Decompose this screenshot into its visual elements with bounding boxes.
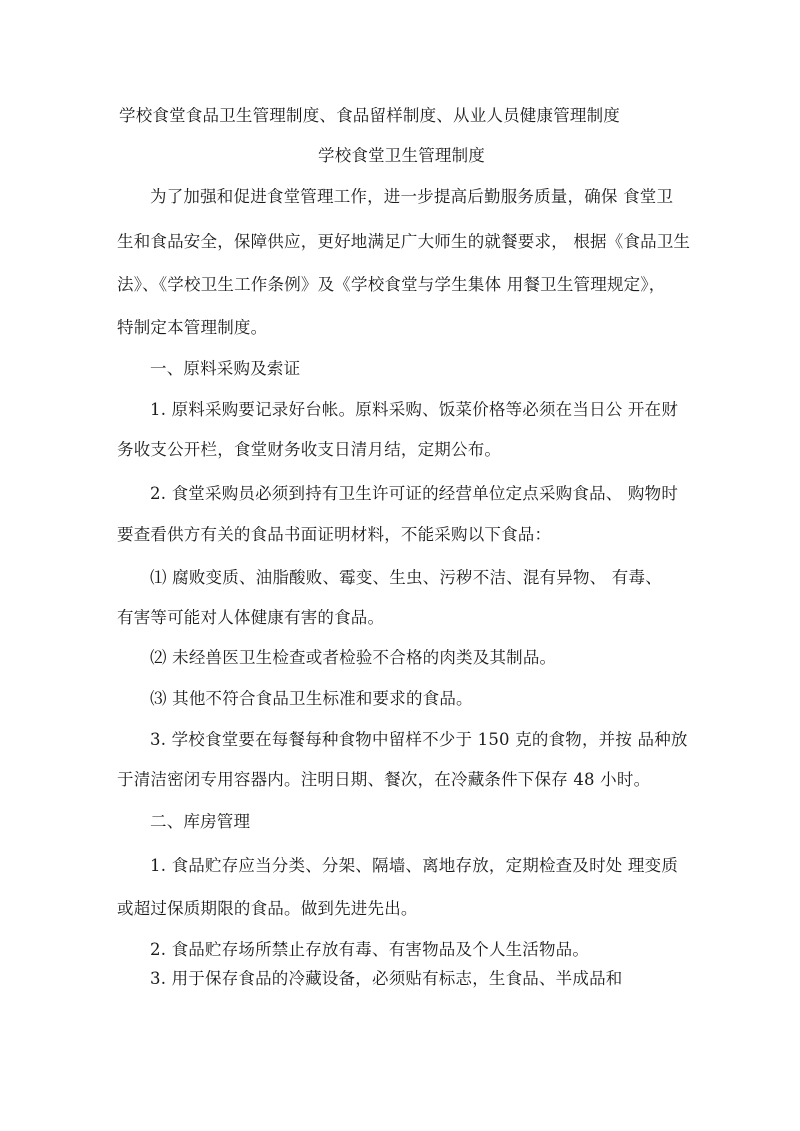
intro-line: 特制定本管理制度。 (117, 318, 268, 337)
paragraph-line: 要查看供方有关的食品书面证明材料，不能采购以下食品： (117, 525, 552, 544)
sub-item-line: ⑵ 未经兽医卫生检查或者检验不合格的肉类及其制品。 (150, 648, 557, 667)
section-heading: 二、库房管理 (150, 812, 251, 831)
paragraph-line: 1. 原料采购要记录好台帐。原料采购、饭菜价格等必须在当日公 开在财 (150, 400, 679, 419)
intro-line: 生和食品安全，保障供应，更好地满足广大师生的就餐要求， 根据《食品卫生 (117, 232, 691, 251)
intro-line: 法》、《学校卫生工作条例》及《学校食堂与学生集体 用餐卫生管理规定》， (117, 275, 666, 294)
paragraph-line: 2. 食品贮存场所禁止存放有毒、有害物品及个人生活物品。 (150, 940, 590, 959)
sub-item-line: 有害等可能对人体健康有害的食品。 (117, 608, 385, 627)
intro-line: 为了加强和促进食堂管理工作，进一步提高后勤服务质量，确保 食堂卫 (150, 187, 674, 206)
paragraph-line: 1. 食品贮存应当分类、分架、隔墙、离地存放，定期检查及时处 理变质 (150, 856, 679, 875)
paragraph-line: 于清洁密闭专用容器内。注明日期、餐次，在冷藏条件下保存 48 小时。 (117, 770, 651, 789)
paragraph-line: 3. 学校食堂要在每餐每种食物中留样不少于 150 克的食物，并按 品种放 (150, 730, 688, 749)
paragraph-line: 或超过保质期限的食品。做到先进先出。 (117, 899, 418, 918)
document-title: 学校食堂卫生管理制度 (318, 146, 485, 165)
document-header: 学校食堂食品卫生管理制度、食品留样制度、从业人员健康管理制度 (119, 106, 620, 125)
paragraph-line: 3. 用于保存食品的冷藏设备，必须贴有标志，生食品、半成品和 (150, 969, 623, 988)
paragraph-line: 2. 食堂采购员必须到持有卫生许可证的经营单位定点采购食品、 购物时 (150, 484, 679, 503)
sub-item-line: ⑴ 腐败变质、油脂酸败、霉变、生虫、污秽不洁、混有异物、 有毒、 (150, 568, 662, 587)
paragraph-line: 务收支公开栏，食堂财务收支日清月结，定期公布。 (117, 440, 502, 459)
sub-item-line: ⑶ 其他不符合食品卫生标准和要求的食品。 (150, 689, 473, 708)
section-heading: 一、原料采购及索证 (150, 359, 301, 378)
